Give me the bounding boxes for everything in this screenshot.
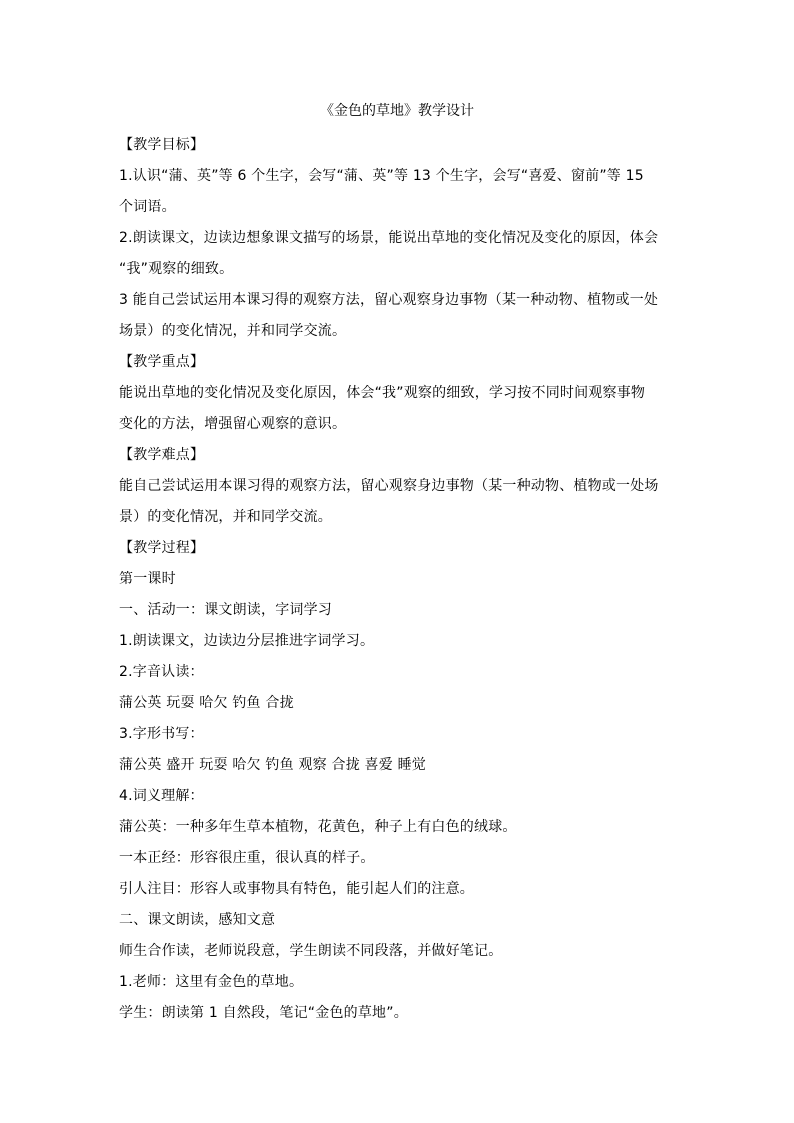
pronunciation-words: 蒲公英 玩耍 哈欠 钓鱼 合拢 bbox=[119, 695, 294, 711]
section-heading-process: 【教学过程】 bbox=[119, 540, 205, 556]
section-heading-objectives: 【教学目标】 bbox=[119, 137, 205, 153]
document-body bbox=[119, 130, 679, 1029]
activity-2-student-line: 学生：朗读第 1 自然段，笔记“金色的草地”。 bbox=[119, 1005, 408, 1021]
objective-3-line-2: 场景）的变化情况，并和同学交流。 bbox=[119, 323, 347, 339]
objective-2-line-2: “我”观察的细致。 bbox=[119, 261, 234, 277]
section-heading-key-points: 【教学重点】 bbox=[119, 354, 205, 370]
activity-1-step-2: 2.字音认读： bbox=[119, 664, 204, 680]
activity-2-heading: 二、课文朗读，感知文意 bbox=[119, 912, 276, 928]
activity-1-step-1: 1.朗读课文，边读边分层推进字词学习。 bbox=[119, 633, 375, 649]
section-heading-difficulties: 【教学难点】 bbox=[119, 447, 205, 463]
definition-dandelion: 蒲公英：一种多年生草本植物，花黄色，种子上有白色的绒球。 bbox=[119, 819, 517, 835]
lesson-1-heading: 第一课时 bbox=[119, 571, 176, 587]
objective-2-line-1: 2.朗读课文，边读边想象课文描写的场景，能说出草地的变化情况及变化的原因，体会 bbox=[119, 230, 659, 246]
difficulties-line-1: 能自己尝试运用本课习得的观察方法，留心观察身边事物（某一种动物、植物或一处场 bbox=[119, 478, 659, 494]
activity-1-step-4: 4.词义理解： bbox=[119, 788, 204, 804]
activity-1-step-3: 3.字形书写： bbox=[119, 726, 204, 742]
objective-1-line-1: 1.认识“蒲、英”等 6 个生字，会写“蒲、英”等 13 个生字，会写“喜爱、窗前”等 15 bbox=[119, 168, 644, 184]
objective-3-line-1: 3 能自己尝试运用本课习得的观察方法，留心观察身边事物（某一种动物、植物或一处 bbox=[119, 292, 659, 308]
difficulties-line-2: 景）的变化情况，并和同学交流。 bbox=[119, 509, 332, 525]
key-points-line-2: 变化的方法，增强留心观察的意识。 bbox=[119, 416, 347, 432]
key-points-line-1: 能说出草地的变化情况及变化原因，体会“我”观察的细致，学习按不同时间观察事物 bbox=[119, 385, 646, 401]
objective-1-line-2: 个词语。 bbox=[119, 199, 176, 215]
activity-2-intro: 师生合作读，老师说段意，学生朗读不同段落，并做好笔记。 bbox=[119, 943, 503, 959]
definition-serious: 一本正经：形容很庄重，很认真的样子。 bbox=[119, 850, 375, 866]
writing-words: 蒲公英 盛开 玩耍 哈欠 钓鱼 观察 合拢 喜爱 睡觉 bbox=[119, 757, 427, 773]
activity-1-heading: 一、活动一：课文朗读，字词学习 bbox=[119, 602, 332, 618]
document-title: 《金色的草地》教学设计 bbox=[320, 103, 474, 119]
definition-eye-catching: 引人注目：形容人或事物具有特色，能引起人们的注意。 bbox=[119, 881, 474, 897]
activity-2-teacher-line: 1.老师：这里有金色的草地。 bbox=[119, 974, 304, 990]
